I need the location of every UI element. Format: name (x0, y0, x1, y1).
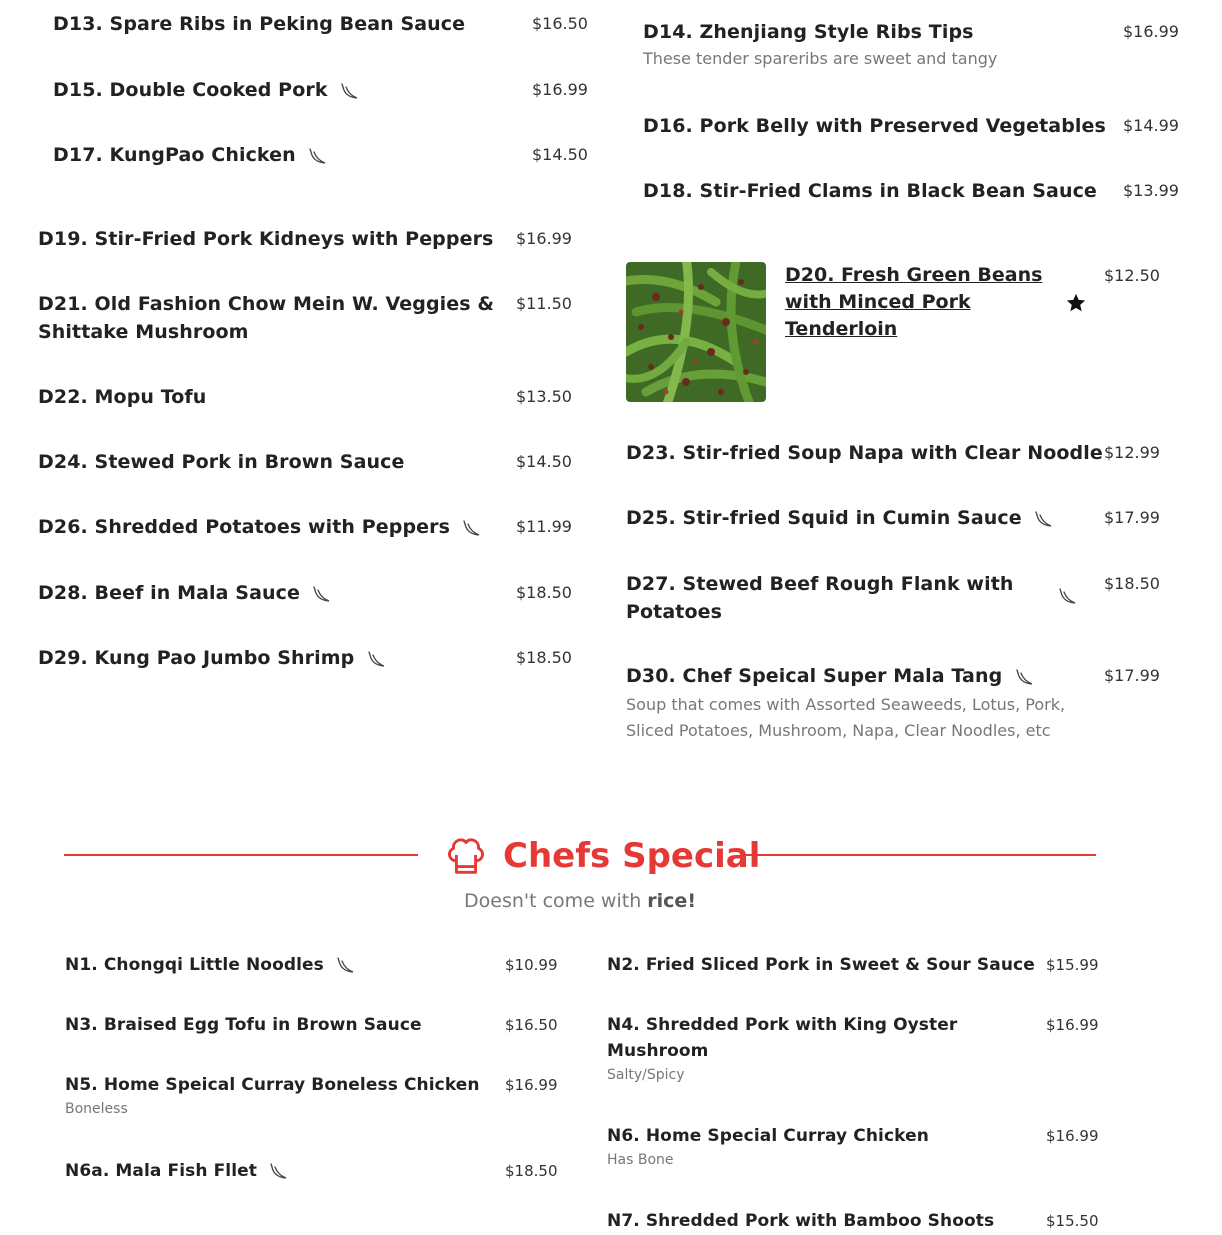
item-name: D22. Mopu Tofu (38, 386, 207, 408)
item-description-line-1: Soup that comes with Assorted Seaweeds, Lotus, Pork, (626, 695, 1066, 714)
chili-pepper-icon (312, 586, 332, 604)
section-divider-right (742, 854, 1096, 856)
item-name: D25. Stir-fried Squid in Cumin Sauce (626, 507, 1022, 529)
item-name: D19. Stir-Fried Pork Kidneys with Peppers (38, 228, 494, 250)
star-icon (1065, 292, 1087, 314)
chili-pepper-icon (367, 651, 387, 669)
menu-item-n5[interactable] (65, 1072, 565, 1120)
item-price: $16.99 (516, 229, 572, 248)
menu-item-d19[interactable] (38, 225, 578, 253)
chili-pepper-icon (308, 148, 328, 166)
item-name: D15. Double Cooked Pork (53, 79, 328, 101)
item-price: $18.50 (516, 583, 572, 602)
menu-item-n1[interactable] (65, 952, 565, 978)
menu-item-d26[interactable] (38, 513, 578, 541)
item-name: D14. Zhenjiang Style Ribs Tips (643, 21, 974, 43)
menu-item-d23[interactable] (626, 439, 1186, 467)
chili-pepper-icon (269, 1163, 289, 1181)
item-price: $16.99 (1046, 1127, 1099, 1145)
chef-hat-icon (443, 832, 491, 880)
item-name-line-2[interactable]: with Minced Pork (785, 291, 971, 313)
item-name: N1. Chongqi Little Noodles (65, 955, 324, 975)
item-price: $11.99 (516, 517, 572, 536)
menu-item-n3[interactable] (65, 1012, 565, 1038)
item-price: $13.50 (516, 387, 572, 406)
item-price: $16.99 (532, 80, 588, 99)
menu-item-d15[interactable] (53, 76, 593, 104)
menu-item-d18[interactable] (643, 177, 1203, 200)
item-description: Boneless (65, 1101, 128, 1117)
menu-item-d17[interactable] (53, 141, 593, 169)
subtitle-emphasis: rice! (647, 890, 696, 912)
item-price: $13.99 (1123, 181, 1179, 200)
menu-item-d22[interactable] (38, 383, 578, 411)
item-name-line-2: Shittake Mushroom (38, 321, 249, 343)
item-name: N6a. Mala Fish Fllet (65, 1161, 258, 1181)
menu-item-d14[interactable] (643, 18, 1203, 72)
item-name: D26. Shredded Potatoes with Peppers (38, 516, 451, 538)
item-price: $10.99 (505, 956, 558, 974)
item-price: $16.99 (505, 1076, 558, 1094)
menu-item-n4[interactable] (607, 1012, 1107, 1086)
item-price: $15.50 (1046, 1212, 1099, 1230)
item-name: D24. Stewed Pork in Brown Sauce (38, 451, 405, 473)
item-name: N6. Home Special Curray Chicken (607, 1126, 929, 1146)
item-price: $12.50 (1104, 266, 1160, 285)
menu-item-d29[interactable] (38, 644, 578, 672)
item-name: D17. KungPao Chicken (53, 144, 296, 166)
item-price: $17.99 (1104, 666, 1160, 685)
item-price: $14.99 (1123, 116, 1179, 135)
item-description-line-2: Sliced Potatoes, Mushroom, Napa, Clear Noodles, etc (626, 721, 1051, 740)
top-right-column (600, 0, 1222, 200)
item-name-line-1: N4. Shredded Pork with King Oyster (607, 1015, 958, 1035)
menu-item-n6[interactable] (607, 1123, 1107, 1171)
item-name: D28. Beef in Mala Sauce (38, 582, 300, 604)
item-name: D30. Chef Speical Super Mala Tang (626, 665, 1003, 687)
item-price: $16.99 (1046, 1016, 1099, 1034)
item-name: N3. Braised Egg Tofu in Brown Sauce (65, 1015, 422, 1035)
item-name: D23. Stir-fried Soup Napa with Clear Noodle (626, 442, 1103, 464)
item-price: $16.50 (505, 1016, 558, 1034)
item-description: Salty/Spicy (607, 1067, 685, 1083)
chili-pepper-icon (336, 957, 356, 975)
item-price: $17.99 (1104, 508, 1160, 527)
menu-item-d16[interactable] (643, 112, 1203, 140)
item-price: $18.50 (1104, 574, 1160, 593)
item-name-line-3[interactable]: Tenderloin (785, 318, 898, 340)
item-name: N5. Home Speical Curray Boneless Chicken (65, 1075, 480, 1095)
section-divider-left (64, 854, 418, 856)
menu-item-d20[interactable] (785, 262, 1185, 343)
item-name-line-2: Potatoes (626, 601, 723, 623)
item-name-line-1: D21. Old Fashion Chow Mein W. Veggies & (38, 293, 495, 315)
item-price: $18.50 (516, 648, 572, 667)
item-price: $14.50 (532, 145, 588, 164)
subtitle-text: Doesn't come with (464, 890, 648, 912)
menu-item-d28[interactable] (38, 579, 578, 607)
menu-item-d13[interactable] (53, 10, 593, 38)
item-name: D13. Spare Ribs in Peking Bean Sauce (53, 13, 466, 35)
chili-pepper-icon (462, 520, 482, 538)
chili-pepper-icon (1015, 669, 1035, 687)
menu-item-d30[interactable] (626, 662, 1186, 744)
item-name-line-1[interactable]: D20. Fresh Green Beans (785, 264, 1043, 286)
menu-item-d24[interactable] (38, 448, 578, 476)
menu-item-n7[interactable] (607, 1208, 1107, 1234)
item-description: Has Bone (607, 1152, 674, 1168)
item-price: $16.50 (532, 14, 588, 33)
item-name: D18. Stir-Fried Clams in Black Bean Sauce (643, 180, 1097, 200)
item-price: $11.50 (516, 294, 572, 313)
section-title: Chefs Special (503, 836, 761, 876)
item-name-line-2: Mushroom (607, 1041, 709, 1061)
item-name-line-1: D27. Stewed Beef Rough Flank with (626, 573, 1014, 595)
item-price: $15.99 (1046, 956, 1099, 974)
green-beans-photo[interactable] (626, 262, 766, 402)
item-price: $18.50 (505, 1162, 558, 1180)
chili-pepper-icon (340, 83, 360, 101)
item-description: These tender spareribs are sweet and tangy (643, 49, 998, 68)
section-subtitle (0, 890, 1160, 912)
item-name: N7. Shredded Pork with Bamboo Shoots (607, 1211, 995, 1231)
menu-item-d21[interactable] (38, 290, 578, 346)
chili-pepper-icon (1034, 511, 1054, 529)
item-price: $16.99 (1123, 22, 1179, 41)
item-price: $14.50 (516, 452, 572, 471)
menu-item-d25[interactable] (626, 504, 1186, 532)
item-price: $12.99 (1104, 443, 1160, 462)
item-name: D29. Kung Pao Jumbo Shrimp (38, 647, 355, 669)
menu-item-n2[interactable] (607, 952, 1107, 978)
menu-item-n6a[interactable] (65, 1158, 565, 1184)
chili-pepper-icon (1058, 588, 1078, 606)
menu-item-d27[interactable] (626, 570, 1186, 626)
item-name: N2. Fried Sliced Pork in Sweet & Sour Sauce (607, 955, 1035, 975)
item-name: D16. Pork Belly with Preserved Vegetables (643, 115, 1106, 137)
